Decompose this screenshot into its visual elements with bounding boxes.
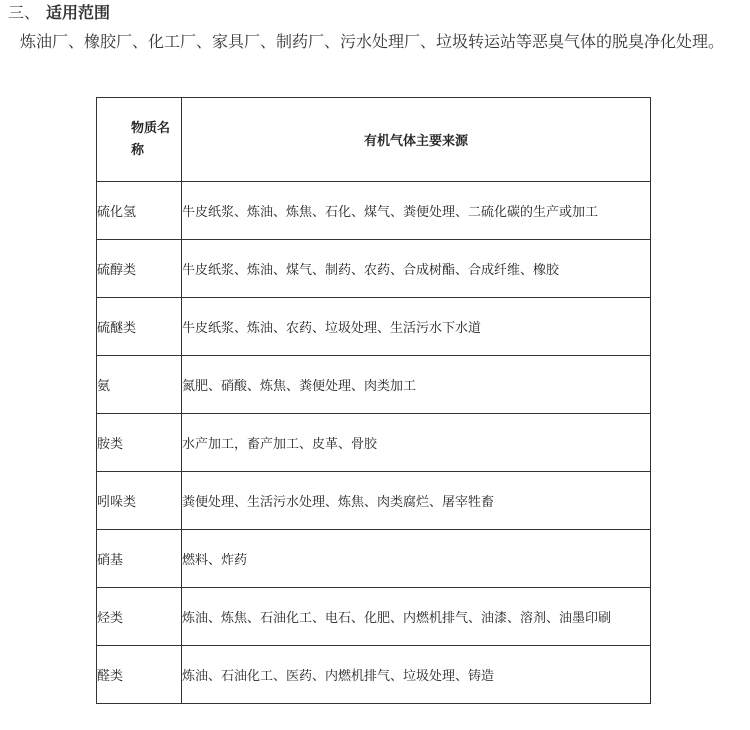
table-row <box>97 240 651 298</box>
substance-cell: 吲哚类 <box>97 472 182 530</box>
table-row <box>97 646 651 704</box>
intro-paragraph: 炼油厂、橡胶厂、化工厂、家具厂、制药厂、污水处理厂、垃圾转运站等恶臭气体的脱臭净化处理。 <box>20 32 725 51</box>
section-heading <box>8 2 110 24</box>
source-cell: 牛皮纸浆、炼油、农药、垃圾处理、生活污水下水道 <box>182 298 651 356</box>
header-main-source: 有机气体主要来源 <box>182 98 651 182</box>
section-title: 适用范围 <box>46 3 111 22</box>
source-cell: 水产加工，畜产加工、皮革、骨胶 <box>182 414 651 472</box>
table-row <box>97 182 651 240</box>
substance-cell: 胺类 <box>97 414 182 472</box>
table-row <box>97 588 651 646</box>
substance-cell: 硫化氢 <box>97 182 182 240</box>
header-substance-name: 物质名称 <box>97 98 182 182</box>
table-row <box>97 472 651 530</box>
substance-cell: 硫醇类 <box>97 240 182 298</box>
substance-cell: 醛类 <box>97 646 182 704</box>
substance-cell: 硫醚类 <box>97 298 182 356</box>
section-number: 三、 <box>8 3 41 22</box>
source-cell: 牛皮纸浆、炼油、炼焦、石化、煤气、粪便处理、二硫化碳的生产或加工 <box>182 182 651 240</box>
substance-cell: 氨 <box>97 356 182 414</box>
source-cell: 燃料、炸药 <box>182 530 651 588</box>
odor-sources-table <box>96 97 651 704</box>
source-cell: 氮肥、硝酸、炼焦、粪便处理、肉类加工 <box>182 356 651 414</box>
table-row <box>97 414 651 472</box>
substance-cell: 硝基 <box>97 530 182 588</box>
table-row <box>97 298 651 356</box>
substance-cell: 烃类 <box>97 588 182 646</box>
source-cell: 炼油、炼焦、石油化工、电石、化肥、内燃机排气、油漆、溶剂、油墨印刷 <box>182 588 651 646</box>
table-row <box>97 530 651 588</box>
source-cell: 牛皮纸浆、炼油、煤气、制药、农药、合成树酯、合成纤维、橡胶 <box>182 240 651 298</box>
source-cell: 炼油、石油化工、医药、内燃机排气、垃圾处理、铸造 <box>182 646 651 704</box>
source-cell: 粪便处理、生活污水处理、炼焦、肉类腐烂、屠宰牲畜 <box>182 472 651 530</box>
table-header-row <box>97 98 651 182</box>
table-row <box>97 356 651 414</box>
